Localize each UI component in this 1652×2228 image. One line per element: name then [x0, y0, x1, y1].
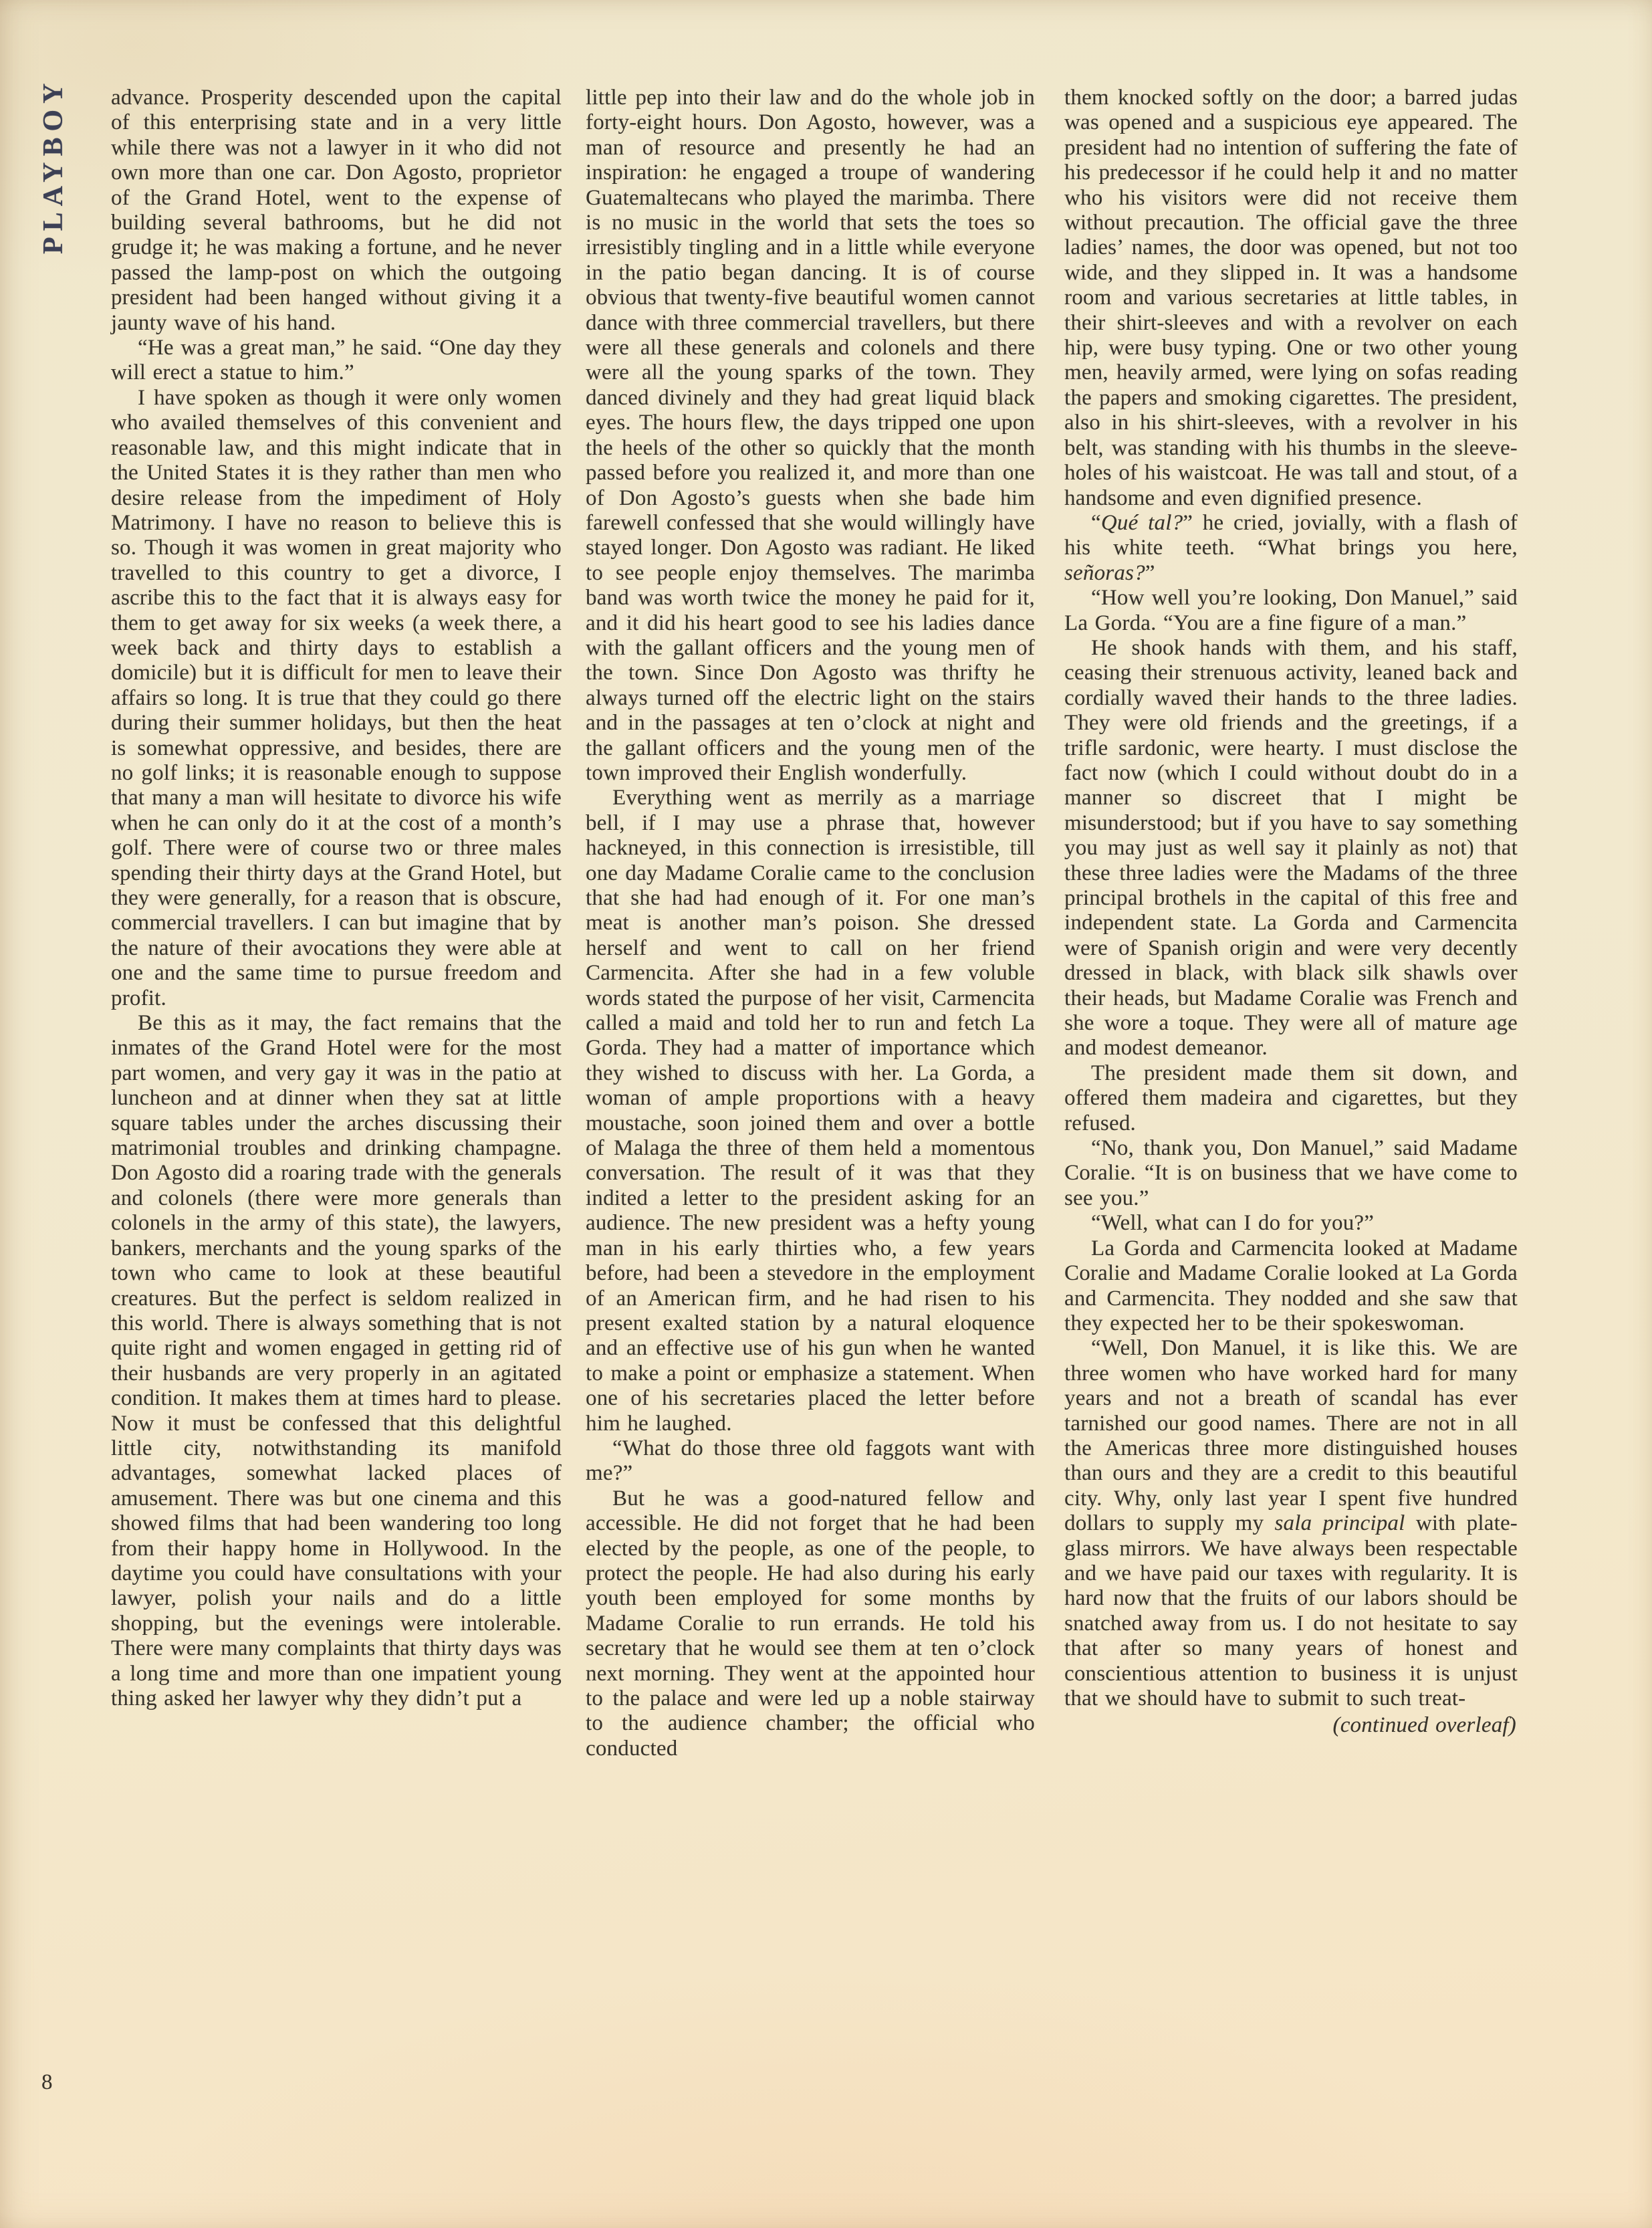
paragraph: advance. Prosperity descended upon the capital of this enterprising state and in a very little while there was not a lawyer in it who did not own more than one car. Don Agosto, proprietor of the Grand Hotel, went to the expense of building several bathrooms, but he did not grudge it; he was making a fortune, and he never passed the lamp-post on which the outgoing president had been hanged without giving it a jaunty wave of his hand. [111, 86, 562, 335]
continuation-note: (continued overleaf) [1332, 1713, 1516, 1738]
paragraph: “He was a great man,” he said. “One day they will erect a statue to him.” [111, 336, 562, 385]
magazine-masthead: PLAYBOY [38, 77, 69, 254]
paragraph: I have spoken as though it were only women who availed themselves of this convenient and reasonable law, and this might indicate that in the United States it is they rather than men who desire release from the impediment of Holy Matrimony. I have no reason to believe this is so. Though it was women in great majority who travelled to this country to get a divorce, I ascribe this to the fact that it is always easy for them to get away for six weeks (a week there, a week back and thirty days to establish a domicile) but it is difficult for men to leave their affairs so long. It is true that they could go there during their summer holidays, but then the heat is somewhat oppressive, and besides, there are no golf links; it is reasonable enough to suppose that many a man will hesitate to divorce his wife when he can only do it at the cost of a month’s golf. There were of course two or three males spending their thirty days at the Grand Hotel, but they were generally, for a reason that is obscure, commercial travellers. I can but imagine that by the nature of their avocations they were able at one and the same time to pursue freedom and profit. [111, 385, 562, 1010]
text-column-3 [1064, 86, 1518, 1739]
column-paragraphs [111, 86, 562, 1711]
paragraph: “No, thank you, Don Manuel,” said Madame Coralie. “It is on business that we have come to see you.” [1064, 1136, 1518, 1210]
paragraph: “Qué tal?” he cried, jovially, with a flash of his white teeth. “What brings you here, señoras?” [1064, 510, 1518, 585]
paragraph: “How well you’re looking, Don Manuel,” said La Gorda. “You are a fine figure of a man.” [1064, 586, 1518, 635]
page-number: 8 [41, 2070, 53, 2094]
paragraph: Everything went as merrily as a marriage bell, if I may use a phrase that, however hackneyed, in this connection is irresistible, till one day Madame Coralie came to the conclusion that she had had enough of it. For one man’s meat is another man’s poison. She dressed herself and went to call on her friend Carmencita. After she had in a few voluble words stated the purpose of her visit, Carmencita called a maid and told her to run and fetch La Gorda. They had a matter of importance which they wished to discuss with her. La Gorda, a woman of ample proportions with a heavy moustache, soon joined them and over a bottle of Malaga the three of them held a momentous conversation. The result of it was that they indited a letter to the president asking for an audience. The new president was a hefty young man in his early thirties who, a few years before, had been a stevedore in the employment of an American firm, and he had risen to his present exalted station by a natural eloquence and an effective use of his gun when he wanted to make a point or emphasize a statement. When one of his secretaries placed the letter before him he laughed. [586, 786, 1035, 1436]
paragraph: Be this as it may, the fact remains that the inmates of the Grand Hotel were for the most part women, and very gay it was in the patio at luncheon and at dinner when they sat at little square tables under the arches discussing their matrimonial troubles and drinking champagne. Don Agosto did a roaring trade with the generals and colonels (there were more generals than colonels in the army of this state), the lawyers, bankers, merchants and the young sparks of the town who came to look at these beautiful creatures. But the perfect is seldom realized in this world. There is always something that is not quite right and women engaged in getting rid of their husbands are very properly in an agitated condition. It makes them at times hard to please. Now it must be confessed that this delightful little city, notwithstanding its manifold advantages, somewhat lacked places of amusement. There was but one cinema and this showed films that had been wandering too long from their happy home in Hollywood. In the daytime you could have consultations with your lawyer, polish your nails and do a little shopping, but the evenings were intolerable. There were many complaints that thirty days was a long time and more than one impatient young thing asked her lawyer why they didn’t put a [111, 1011, 562, 1710]
text-column-1 [111, 86, 562, 1711]
paragraph: “Well, what can I do for you?” [1091, 1211, 1375, 1236]
paragraph: But he was a good-natured fellow and accessible. He did not forget that he had been elected by the people, as one of the people, to protect the people. He had also during his early youth been employed for some months by Madame Coralie to run errands. He told his secretary that he would see them at ten o’clock next morning. They went at the appointed hour to the palace and were led up a noble stairway to the audience chamber; the official who conducted [586, 1486, 1035, 1761]
paragraph: them knocked softly on the door; a barred judas was opened and a suspicious eye appeared. The president had no intention of suffering the fate of his predecessor if he could help it and no matter who his visitors were did not receive them without precaution. The official gave the three ladies’ names, the door was opened, but not too wide, and they slipped in. It was a handsome room and various secretaries at little tables, in their shirt-sleeves and with a revolver on each hip, were busy typing. One or two other young men, heavily armed, were lying on sofas reading the papers and smoking cigarettes. The president, also in his shirt-sleeves, with a revolver in his belt, was standing with his thumbs in the sleeve-holes of his waistcoat. He was tall and stout, of a handsome and even dignified presence. [1064, 86, 1518, 510]
column-paragraphs [586, 86, 1035, 1761]
paragraph: little pep into their law and do the whole job in forty-eight hours. Don Agosto, however, was a man of resource and presently he had an inspiration: he engaged a troupe of wandering Guatemaltecans who played the marimba. There is no music in the world that sets the toes so irresistibly tingling and in a little while everyone in the patio began dancing. It is of course obvious that twenty-five beautiful women cannot dance with three commercial travellers, but there were all these generals and colonels and there were all the young sparks of the town. They danced divinely and they had great liquid black eyes. The hours flew, the days tripped one upon the heels of the other so quickly that the month passed before you realized it, and more than one of Don Agosto’s guests when she bade him farewell confessed that she would willingly have stayed longer. Don Agosto was radiant. He liked to see people enjoy themselves. The marimba band was worth twice the money he paid for it, and it did his heart good to see his ladies dance with the gallant officers and the young men of the town. Since Don Agosto was thrifty he always turned off the electric light on the stairs and in the passages at ten o’clock at night and the gallant officers and the young men of the town improved their English wonderfully. [586, 86, 1035, 785]
paragraph: “Well, Don Manuel, it is like this. We are three women who have worked hard for many years and not a breath of scandal has ever tarnished our good names. There are not in all the Americas three more distinguished houses than ours and they are a credit to this beautiful city. Why, only last year I spent five hundred dollars to supply my sala principal with plate-glass mirrors. We have always been respectable and we have paid our taxes with regularity. It is hard now that the fruits of our labors should be snatched away from us. I do not hesitate to say that after so many years of honest and conscientious attention to business it is unjust that we should have to submit to such treat- [1064, 1336, 1518, 1710]
paragraph: La Gorda and Carmencita looked at Madame Coralie and Madame Coralie looked at La Gorda and Carmencita. They nodded and she saw that they expected her to be their spokeswoman. [1064, 1236, 1518, 1335]
paragraph: “What do those three old faggots want with me?” [586, 1436, 1035, 1486]
paragraph: He shook hands with them, and his staff, ceasing their strenuous activity, leaned back and cordially waved their hands to the three ladies. They were old friends and the greetings, if a trifle sardonic, were hearty. I must disclose the fact now (which I could without doubt do in a manner so discreet that I might be misunderstood; but if you have to say something you may just as well say it plainly as not) that these three ladies were the Madams of the three principal brothels in the capital of this free and independent state. La Gorda and Carmencita were of Spanish origin and were very decently dressed in black, with black silk shawls over their heads, but Madame Coralie was French and she wore a toque. They were all of mature age and modest demeanor. [1064, 635, 1518, 1061]
text-column-2 [586, 86, 1035, 1761]
paragraph: The president made them sit down, and offered them madeira and cigarettes, but they refused. [1064, 1061, 1518, 1135]
column-paragraphs [1064, 86, 1518, 1711]
